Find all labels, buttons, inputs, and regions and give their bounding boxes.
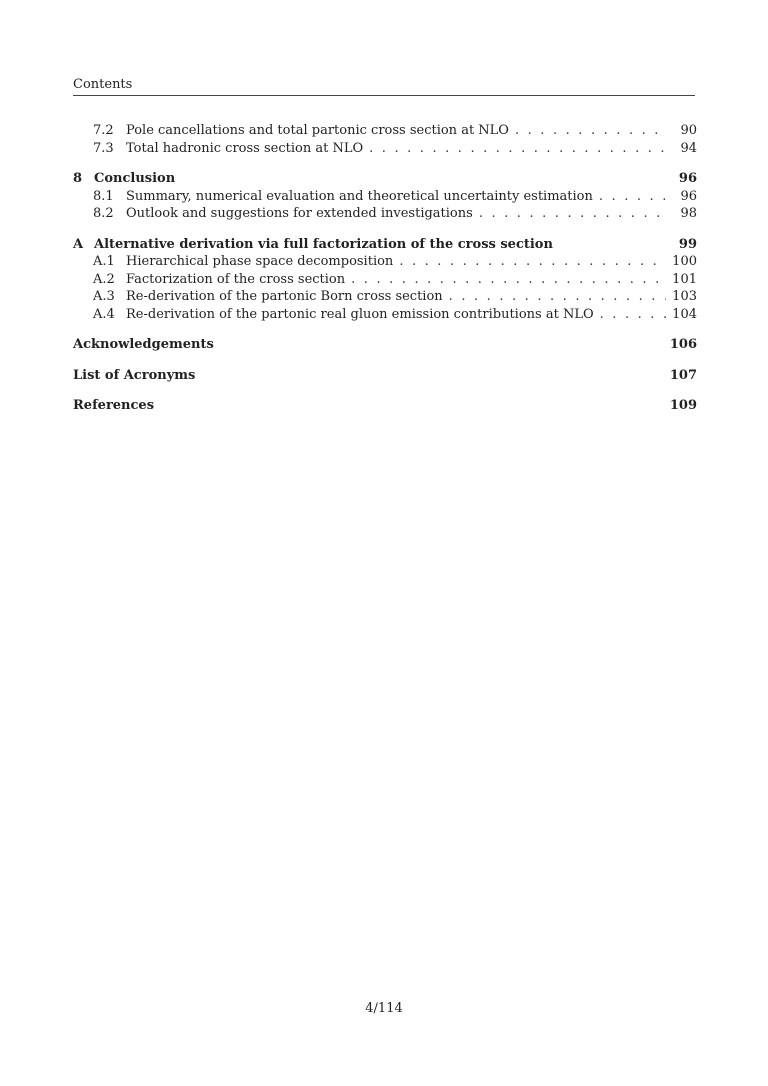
section-title: Summary, numerical evaluation and theoretical uncertainty estimation bbox=[126, 188, 593, 204]
chapter-title: References bbox=[73, 398, 155, 413]
section-number: 7.3 bbox=[93, 140, 114, 156]
leader-dots bbox=[399, 253, 666, 271]
toc-acknowledgements[interactable] bbox=[73, 336, 697, 354]
page-number: 100 bbox=[672, 254, 697, 269]
chapter-number: A bbox=[73, 236, 84, 252]
leader-dots bbox=[599, 188, 667, 206]
leader-dots bbox=[369, 140, 667, 158]
page-number: 90 bbox=[680, 123, 697, 138]
toc-references[interactable] bbox=[73, 397, 697, 415]
toc-entry-8-2[interactable] bbox=[73, 205, 697, 223]
section-number: A.4 bbox=[93, 306, 115, 322]
leader-dots bbox=[351, 271, 666, 289]
section-number: 7.2 bbox=[93, 123, 114, 138]
chapter-title: List of Acronyms bbox=[73, 367, 196, 383]
section-number: 8.1 bbox=[93, 188, 114, 204]
toc-entry-a-4[interactable] bbox=[73, 306, 697, 324]
toc-entry-a-1[interactable] bbox=[73, 253, 697, 271]
header-title: Contents bbox=[73, 77, 133, 92]
page-number: 96 bbox=[678, 171, 697, 186]
chapter-title: Conclusion bbox=[94, 171, 176, 186]
page-number: 109 bbox=[669, 398, 697, 413]
page-number: 94 bbox=[680, 140, 697, 156]
toc-entry-a-2[interactable] bbox=[73, 271, 697, 289]
leader-dots bbox=[479, 205, 667, 223]
table-of-contents bbox=[73, 122, 697, 415]
page-number: 98 bbox=[680, 206, 697, 221]
leader-dots bbox=[515, 122, 667, 140]
section-title: Re-derivation of the partonic real gluon emission contributions at NLO bbox=[126, 306, 594, 322]
section-title: Outlook and suggestions for extended investigations bbox=[126, 206, 473, 221]
toc-chapter-8[interactable] bbox=[73, 170, 697, 188]
toc-entry-a-3[interactable] bbox=[73, 288, 697, 306]
footer-page-number: 4/114 bbox=[365, 1001, 403, 1016]
toc-entry-7-2[interactable] bbox=[73, 122, 697, 140]
section-number: A.2 bbox=[93, 271, 115, 287]
leader-dots bbox=[600, 306, 667, 324]
toc-entry-7-3[interactable] bbox=[73, 140, 697, 158]
section-title: Factorization of the cross section bbox=[126, 271, 346, 287]
section-title: Total hadronic cross section at NLO bbox=[126, 140, 364, 156]
page-footer bbox=[0, 1001, 768, 1016]
toc-chapter-a[interactable] bbox=[73, 236, 697, 254]
running-header bbox=[73, 77, 695, 96]
page-number: 103 bbox=[672, 289, 697, 304]
page-number: 104 bbox=[672, 306, 697, 322]
chapter-title: Acknowledgements bbox=[73, 337, 214, 352]
leader-dots bbox=[449, 288, 667, 306]
toc-entry-8-1[interactable] bbox=[73, 188, 697, 206]
section-number: A.3 bbox=[93, 289, 115, 304]
page-number: 96 bbox=[680, 188, 697, 204]
chapter-number: 8 bbox=[73, 171, 83, 186]
toc-list-of-acronyms[interactable] bbox=[73, 367, 697, 385]
section-number: 8.2 bbox=[93, 206, 114, 221]
chapter-title: Alternative derivation via full factorization of the cross section bbox=[94, 236, 553, 252]
section-title: Re-derivation of the partonic Born cross section bbox=[126, 289, 443, 304]
page-number: 99 bbox=[678, 236, 697, 252]
section-title: Hierarchical phase space decomposition bbox=[126, 254, 394, 269]
page-number: 101 bbox=[672, 271, 697, 287]
section-title: Pole cancellations and total partonic cross section at NLO bbox=[126, 123, 509, 138]
page-number: 106 bbox=[669, 337, 697, 352]
page-number: 107 bbox=[669, 367, 697, 383]
section-number: A.1 bbox=[93, 254, 115, 269]
